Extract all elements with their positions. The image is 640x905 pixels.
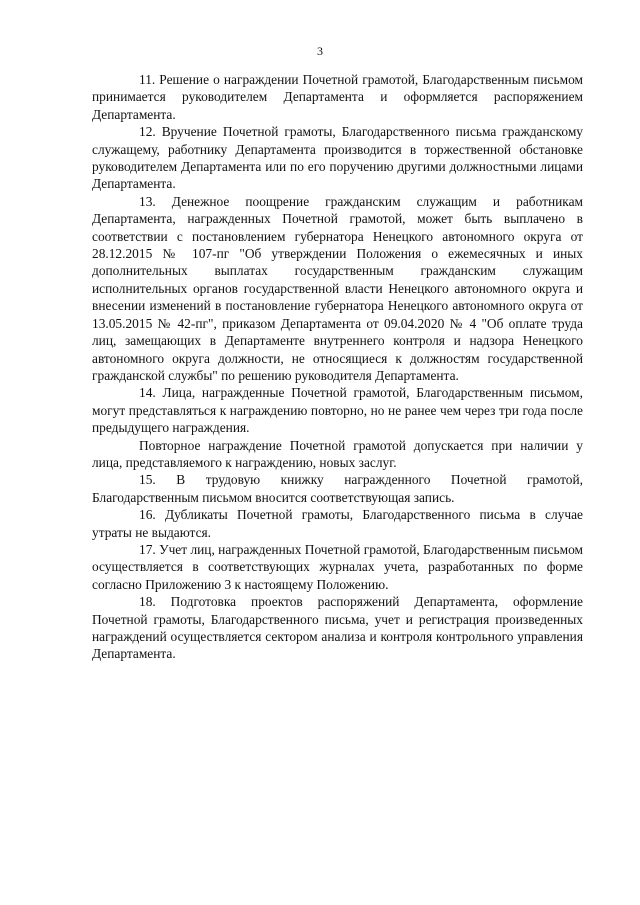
paragraph-17: 17. Учет лиц, награжденных Почетной грамотой, Благодарственным письмом осуществляется в соответствующих журналах учета, разработанных по форме согласно Приложению 3 к настоящему Положению. [92,541,584,592]
paragraph-11: 11. Решение о награждении Почетной грамотой, Благодарственным письмом принимается руководителем Департамента и оформляется распоряжением Департамента. [92,72,583,122]
paragraph-13: 13. Денежное поощрение гражданским служащим и работникам Департамента, награжденных Почетной грамотой, может быть выплачено в соответствии с постановлением губернатора Ненецкого автономного округа от 28.12.2015 № 107-пг "Об утверждении Положения о ежемесячных и иных дополнительных выплатах государственным гражданским служащим исполнительных органов государственной власти Ненецкого автономного округа и внесении изменений в постановление губернатора Ненецкого автономного округа от 13.05.2015 № 42-пг", приказом Департамента от 09.04.2020 № 4 "Об оплате труда лиц, замещающих в Департаменте внутреннего контроля и надзора Ненецкого автономного округа должности, не относящиеся к должностям государственной гражданской службы" по решению руководителя Департамента. [92,193,583,383]
paragraph-12: 12. Вручение Почетной грамоты, Благодарственного письма гражданскому служащему, работнику Департамента производится в торжественной обстановке руководителем Департамента или по его поручению другими должностными лицами Департамента. [92,124,583,192]
document-body [92,71,583,663]
paragraph-18: 18. Подготовка проектов распоряжений Департамента, оформление Почетной грамоты, Благодарственного письма, учет и регистрация произведенных награждений осуществляется сектором анализа и контроля контрольного управления Департамента. [92,594,583,662]
page-number: 3 [317,44,323,58]
paragraph-14-continued: Повторное награждение Почетной грамотой допускается при наличии у лица, представляемого к награждению, новых заслуг. [92,437,583,470]
paragraph-14: 14. Лица, награжденные Почетной грамотой, Благодарственным письмом, могут представляться к награждению повторно, но не ранее чем через три года после предыдущего награждения. [92,385,583,436]
paragraph-16: 16. Дубликаты Почетной грамоты, Благодарственного письма в случае утраты не выдаются. [92,507,583,540]
paragraph-15: 15. В трудовую книжку награжденного Почетной грамотой, Благодарственным письмом вносится соответствующая запись. [92,472,583,505]
